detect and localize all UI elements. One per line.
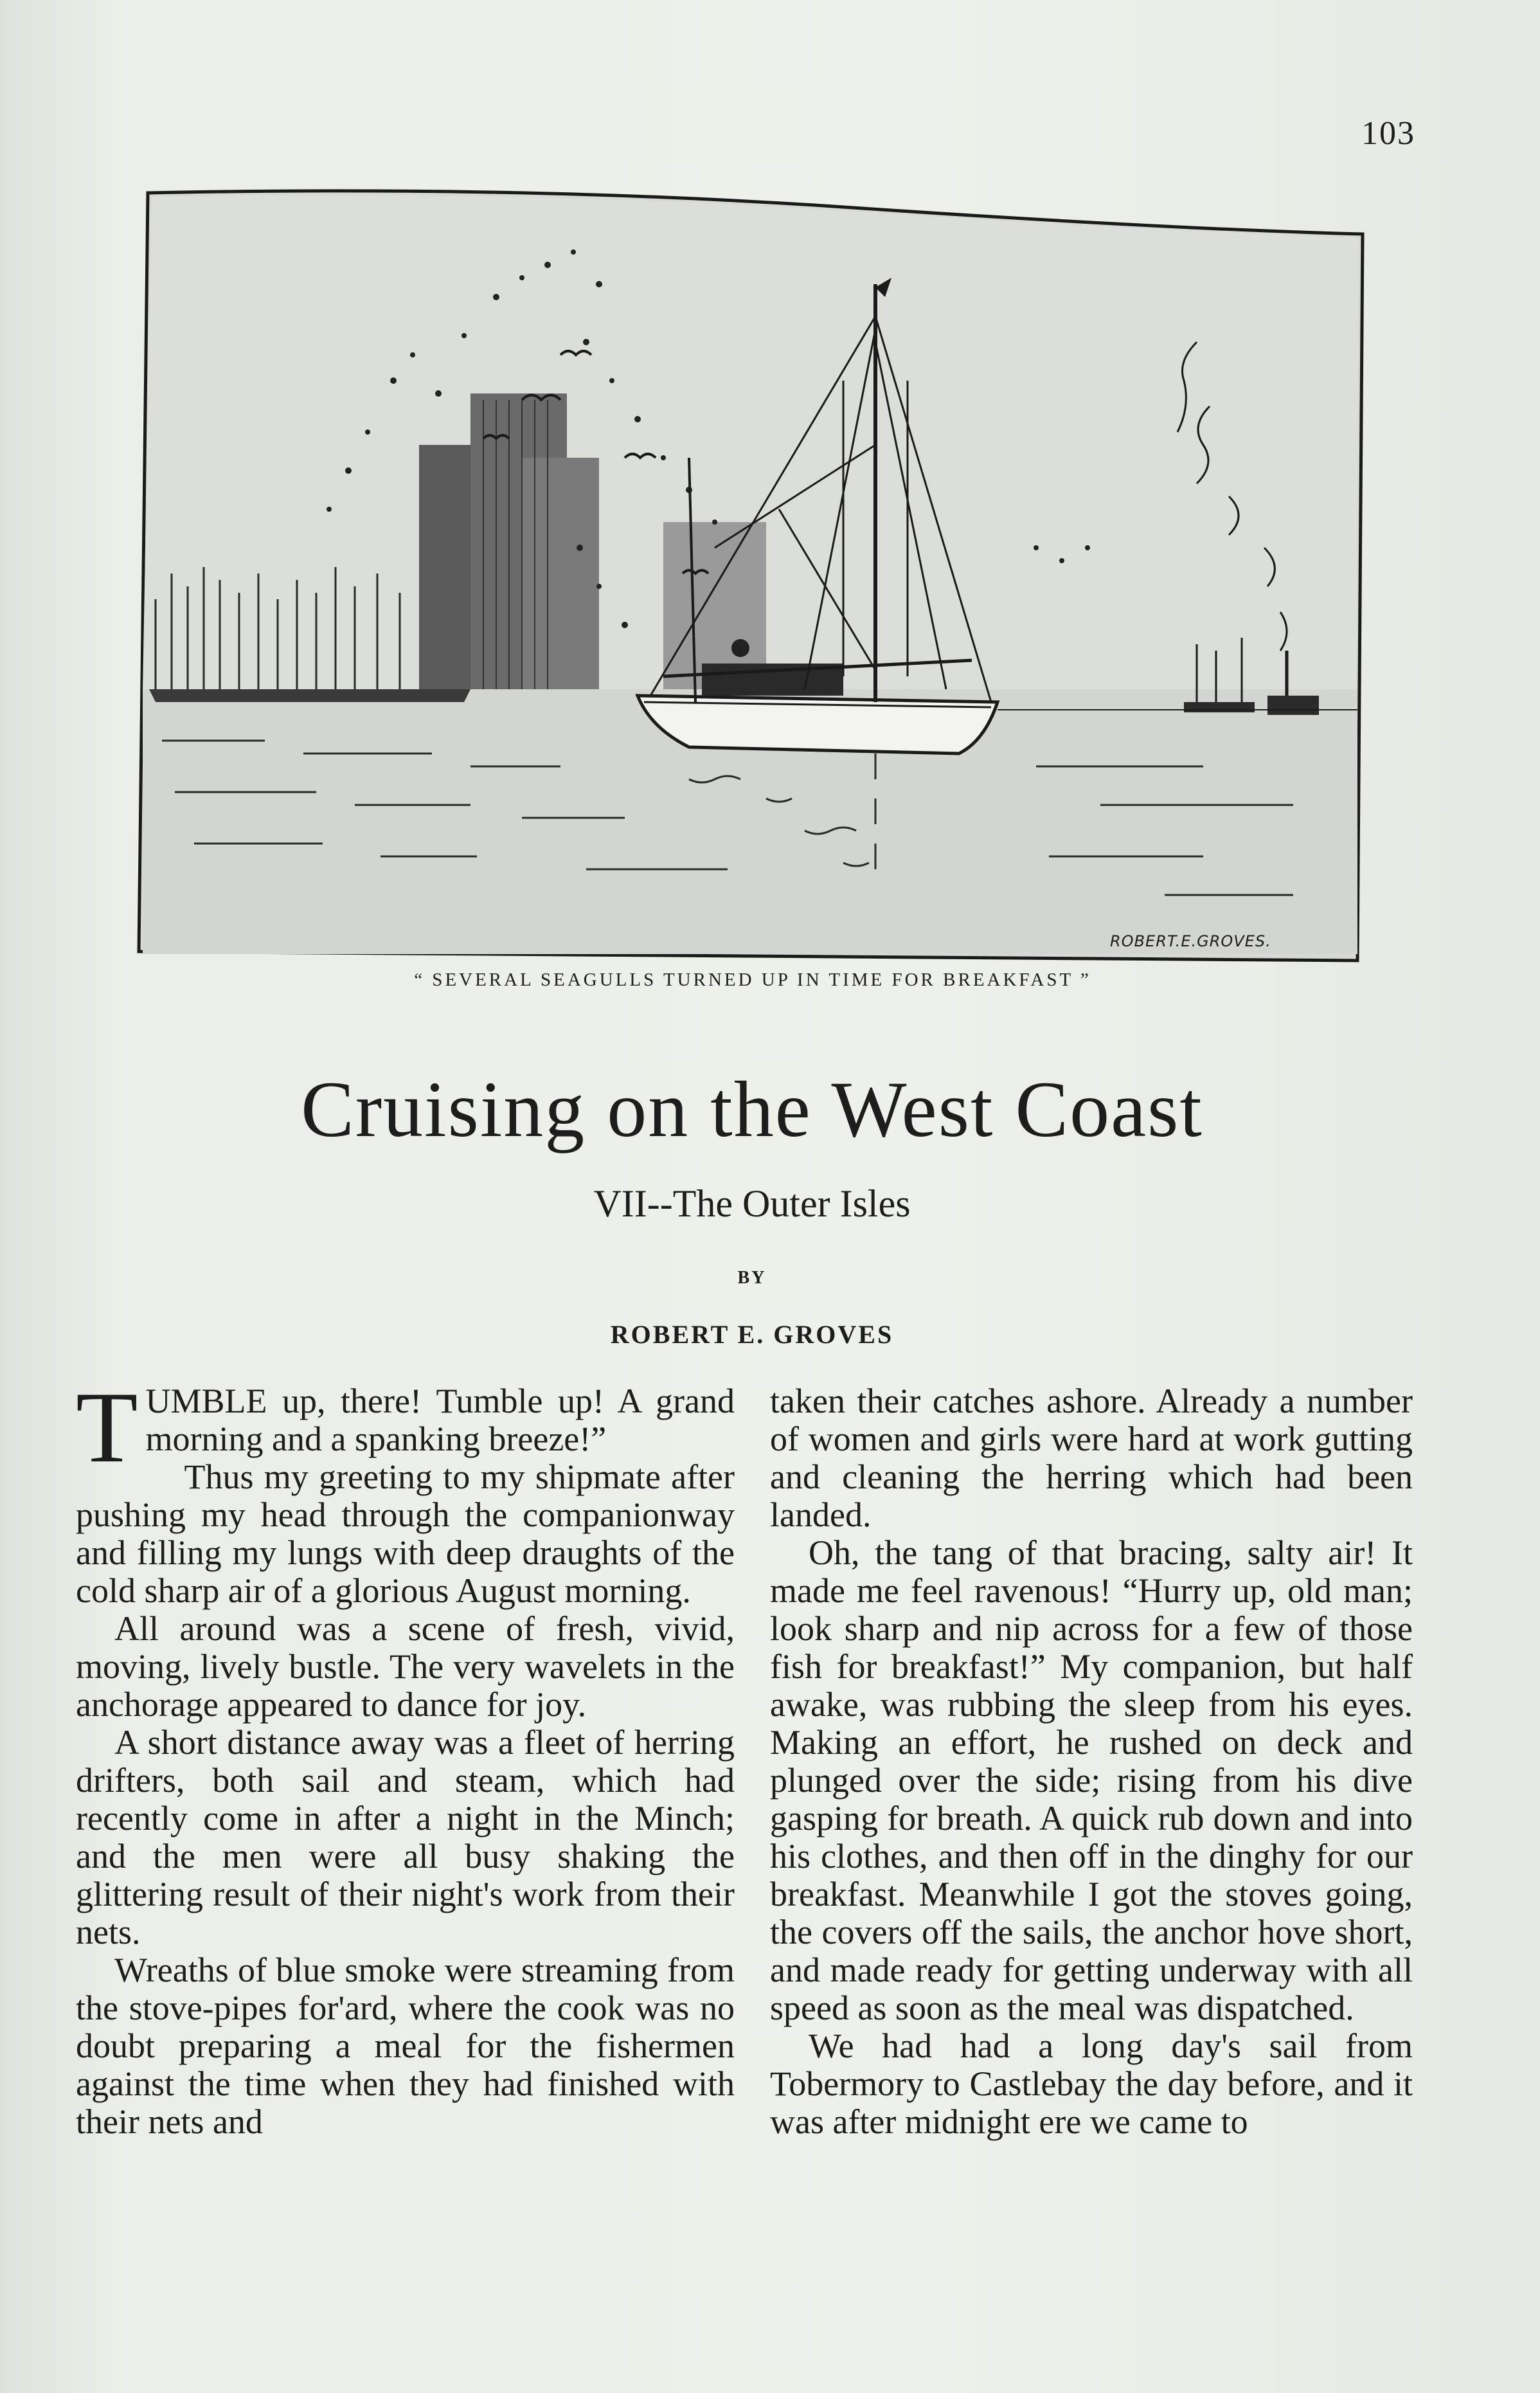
paragraph: Wreaths of blue smoke were streaming from the stove-pipes for'ard, where the cook was no doubt preparing a meal for the fishermen against the time when they had finished with their nets and: [76, 1951, 735, 2141]
article-subtitle: VII--The Outer Isles: [593, 1182, 911, 1225]
page-number: 103: [1361, 115, 1415, 152]
article-column-left: [76, 1371, 735, 2141]
artist-signature: ROBERT.E.GROVES.: [1110, 932, 1271, 950]
paragraph: Thus my greeting to my shipmate after pushing my head through the companionway and filling my lungs with deep draughts of the cold sharp air of a glorious August morning.: [76, 1458, 735, 1610]
paragraph: taken their catches ashore. Already a number of women and girls were hard at work gutting and cleaning the herring which had been landed.: [770, 1382, 1413, 1534]
paragraph: Oh, the tang of that bracing, salty air! It made me feel ravenous! “Hurry up, old man; look sharp and nip across for a few of those fish for breakfast!” My companion, but half awake, was rubbing the sleep from his eyes. Making an effort, he rushed on deck and plunged over the side; rising from his dive gasping for breath. A quick rub down and into his clothes, and then off in the dinghy for our breakfast. Meanwhile I got the stoves going, the covers off the sails, the anchor hove short, and made ready for getting underway with all speed as soon as the meal was dispatched.: [770, 1533, 1413, 2027]
article-column-right: [770, 1382, 1413, 2141]
illustration-sailing-yacht: [136, 188, 1369, 966]
drop-cap: T: [76, 1371, 138, 1484]
article-title: Cruising on the West Coast: [301, 1065, 1203, 1153]
paragraph: A short distance away was a fleet of herring drifters, both sail and steam, which had recently come in after a night in the Minch; and the men were all busy shaking the glittering result of their night's work from their nets.: [76, 1723, 735, 1951]
paragraph: All around was a scene of fresh, vivid, moving, lively bustle. The very wavelets in the anchorage appeared to dance for joy.: [76, 1609, 735, 1724]
illustration-caption: “ SEVERAL SEAGULLS TURNED UP IN TIME FOR BREAKFAST ”: [414, 970, 1091, 990]
paragraph: TUMBLE up, there! Tumble up! A grand morning and a spanking breeze!”: [76, 1371, 735, 1484]
sailboat-harbor-drawing: [136, 188, 1369, 966]
paragraph: We had had a long day's sail from Tobermory to Castlebay the day before, and it was after midnight ere we came to: [770, 2027, 1413, 2141]
byline-by: BY: [737, 1268, 767, 1288]
author-name: ROBERT E. GROVES: [610, 1320, 894, 1349]
